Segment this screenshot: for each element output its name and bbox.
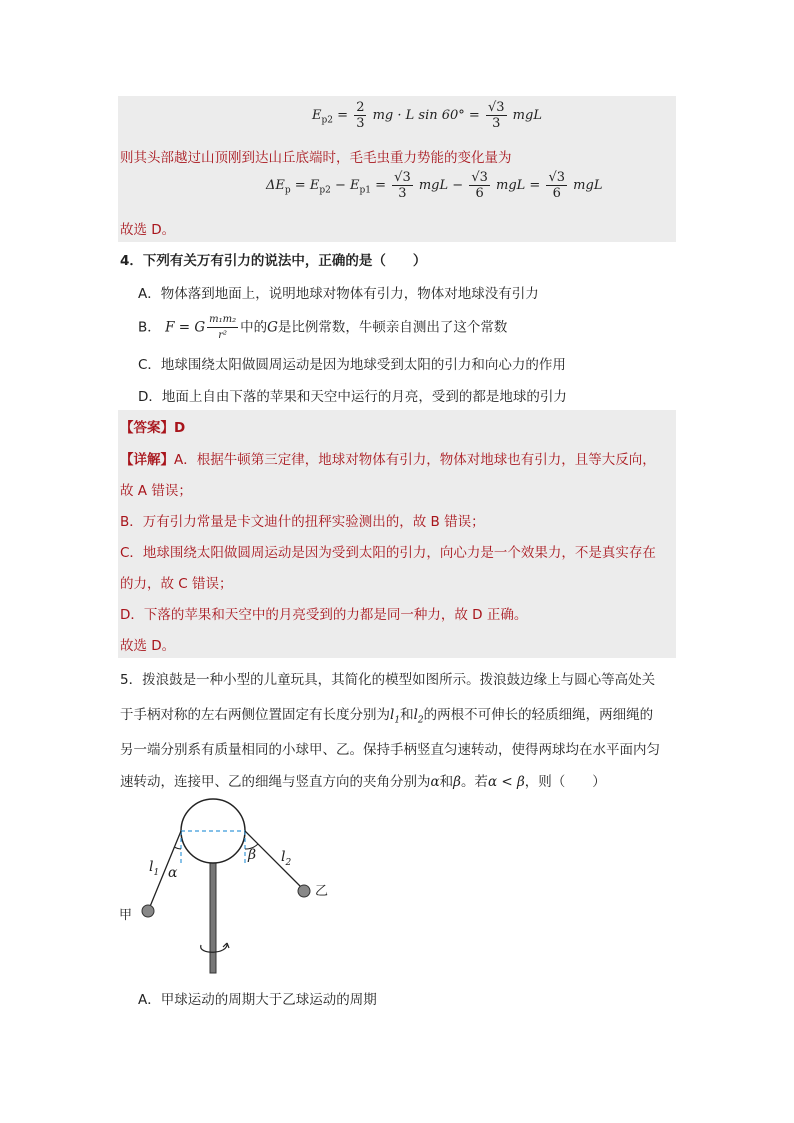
rattle-drum-figure: [115, 795, 335, 980]
label-l2: $l_2$: [281, 849, 292, 868]
solution-conclusion: 故选 D。: [120, 222, 176, 238]
label-alpha: α: [168, 865, 178, 881]
label-l1: $l_1$: [149, 859, 160, 878]
q4-answer: 【答案】D: [120, 420, 186, 436]
q4-detail-3: B．万有引力常量是卡文迪什的扭秤实验测出的，故 B 错误；: [120, 514, 485, 530]
ball-yi: [298, 885, 310, 897]
q4-detail-5: 的力，故 C 错误；: [120, 576, 233, 592]
question-4-stem: 4．下列有关万有引力的说法中，正确的是（ ）: [120, 253, 427, 269]
q5-option-a: A．甲球运动的周期大于乙球运动的周期: [138, 992, 377, 1008]
question-5-line-2: 于手柄对称的左右两侧位置固定有长度分别为$l_1$和$l_2$的两根不可伸长的轻质细绳，两细绳的: [120, 707, 654, 726]
q4-option-c: C．地球围绕太阳做圆周运动是因为地球受到太阳的引力和向心力的作用: [138, 357, 566, 373]
label-beta: β: [248, 847, 257, 863]
q4-option-b: B． F = G $\frac{\text{m₁m₂}}{\text{r²}}$ 中的G是比例常数，牛顿亲自测出了这个常数: [138, 314, 508, 341]
q4-detail-2: 故 A 错误；: [120, 483, 192, 499]
formula-ep2: $E_{p2}$ = $\frac{2}{3}$ mg · L sin 60° = $\frac{√3}{3}$ mgL: [312, 100, 542, 131]
handle: [210, 859, 216, 973]
label-yi: 乙: [315, 884, 329, 899]
q4-detail-4: C．地球围绕太阳做圆周运动是因为受到太阳的引力，向心力是一个效果力，不是真实存在: [120, 545, 656, 561]
q4-detail-1: 【详解】A．根据牛顿第三定律，地球对物体有引力，物体对地球也有引力，且等大反向，: [120, 452, 656, 468]
q4-option-d: D．地面上自由下落的苹果和天空中运行的月亮，受到的都是地球的引力: [138, 389, 567, 405]
q4-detail-6: D．下落的苹果和天空中的月亮受到的力都是同一种力，故 D 正确。: [120, 607, 528, 623]
question-5-line-3: 另一端分别系有质量相同的小球甲、乙。保持手柄竖直匀速转动，使得两球均在水平面内匀: [120, 742, 660, 758]
solution-text-line: 则其头部越过山顶刚到达山丘底端时，毛毛虫重力势能的变化量为: [120, 150, 512, 166]
q4-conclusion: 故选 D。: [120, 638, 176, 654]
question-5-line-1: 5．拨浪鼓是一种小型的儿童玩具，其简化的模型如图所示。拨浪鼓边缘上与圆心等高处关: [120, 672, 656, 688]
question-5-line-4: 速转动，连接甲、乙的细绳与竖直方向的夹角分别为α和β。若α < β，则（ ）: [120, 774, 606, 790]
ball-jia: [142, 905, 154, 917]
label-jia: 甲: [119, 908, 133, 923]
q4-option-a: A．物体落到地面上，说明地球对物体有引力，物体对地球没有引力: [138, 286, 539, 302]
formula-delta-ep: $\Delta E_p = E_{p2} - E_{p1}$ = $\frac{√3}{3}$ mgL − $\frac{√3}{6}$ mgL = $\frac{√3}{6}$ mgL: [266, 170, 603, 201]
